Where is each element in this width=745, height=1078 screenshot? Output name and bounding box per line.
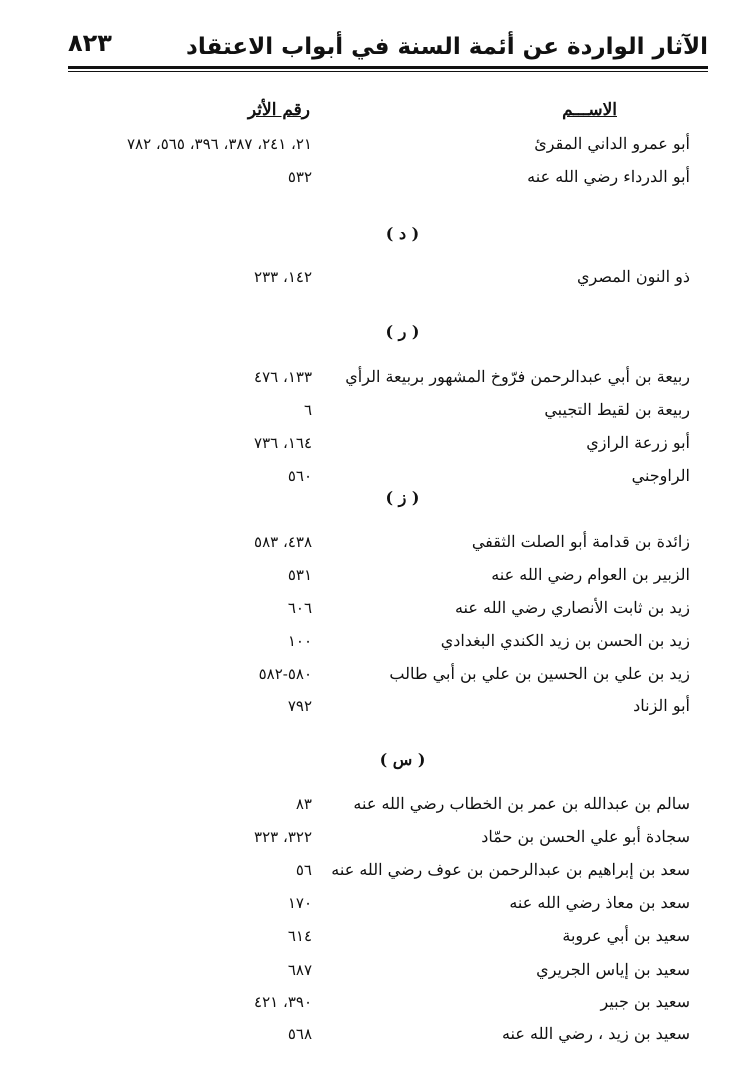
entry-name: الراوجني — [631, 466, 690, 485]
entry-name: سالم بن عبدالله بن عمر بن الخطاب رضي الله عنه — [353, 794, 690, 813]
index-entry — [68, 988, 690, 1016]
entry-numbers: ٥٦٠ — [287, 467, 312, 485]
index-entry — [68, 429, 690, 457]
entry-name: أبو الزناد — [633, 696, 690, 715]
index-entry — [68, 1020, 690, 1048]
entry-numbers: ٢١، ٢٤١، ٣٨٧، ٣٩٦، ٥٦٥، ٧٨٢ — [126, 135, 312, 153]
entry-numbers: ١٧٠ — [287, 894, 312, 912]
index-entry — [68, 956, 690, 984]
index-entry — [68, 561, 690, 589]
entry-name: سعيد بن جبير — [600, 992, 690, 1011]
index-entry — [68, 823, 690, 851]
entry-name: سجادة أبو علي الحسن بن حمّاد — [481, 827, 690, 846]
index-entry — [68, 363, 690, 391]
entry-numbers: ٥٣٢ — [287, 168, 312, 186]
running-title: الآثار الواردة عن أئمة السنة في أبواب الاعتقاد — [186, 34, 708, 60]
index-entry — [68, 856, 690, 884]
entry-name: زيد بن ثابت الأنصاري رضي الله عنه — [454, 598, 690, 617]
entry-numbers: ١٠٠ — [287, 632, 312, 650]
entry-numbers: ٤٣٨، ٥٨٣ — [254, 533, 312, 551]
section-letter: ( ز ) — [385, 488, 420, 507]
index-entry — [68, 627, 690, 655]
entry-numbers: ٥٣١ — [287, 566, 312, 584]
entry-numbers: ٦ — [303, 401, 312, 419]
name-column-heading: الاســـم — [562, 100, 617, 120]
section-letter: ( د ) — [385, 224, 420, 243]
entry-name: زيد بن علي بن الحسين بن علي بن أبي طالب — [389, 664, 690, 683]
index-entry — [68, 130, 690, 158]
entry-numbers: ٥٦٨ — [287, 1025, 312, 1043]
entry-name: زيد بن الحسن بن زيد الكندي البغدادي — [440, 631, 690, 650]
entry-name: سعيد بن زيد ، رضي الله عنه — [501, 1024, 690, 1043]
entry-numbers: ٨٣ — [295, 795, 312, 813]
entry-numbers: ٦١٤ — [287, 927, 312, 945]
entry-name: سعد بن معاذ رضي الله عنه — [509, 893, 690, 912]
entry-name: ربيعة بن لقيط التجيبي — [544, 400, 690, 419]
page-number: ٨٢٣ — [68, 29, 112, 57]
entry-name: ربيعة بن أبي عبدالرحمن فرّوخ المشهور بربيعة الرأي — [345, 367, 690, 386]
index-entry — [68, 922, 690, 950]
entry-name: سعيد بن إياس الجريري — [536, 960, 690, 979]
index-entry — [68, 692, 690, 720]
section-letter: ( ر ) — [385, 322, 420, 341]
entry-name: أبو عمرو الداني المقرئ — [534, 134, 690, 153]
index-entry — [68, 396, 690, 424]
index-entry — [68, 660, 690, 688]
entry-numbers: ٥٨٠-٥٨٢ — [258, 665, 312, 683]
entry-numbers: ١٤٢، ٢٣٣ — [254, 268, 312, 286]
index-entry — [68, 163, 690, 191]
entry-name: أبو زرعة الرازي — [586, 433, 690, 452]
header-rule-thin — [68, 71, 708, 72]
index-entry — [68, 528, 690, 556]
entry-numbers: ٥٦ — [295, 861, 312, 879]
entry-numbers: ٦٠٦ — [287, 599, 312, 617]
entry-numbers: ٣٩٠، ٤٢١ — [254, 993, 312, 1011]
entry-name: الزبير بن العوام رضي الله عنه — [491, 565, 690, 584]
header-rule-thick — [68, 66, 708, 69]
entry-numbers: ١٦٤، ٧٣٦ — [254, 434, 312, 452]
entry-numbers: ٦٨٧ — [287, 961, 312, 979]
number-column-heading: رقم الأثر — [247, 100, 310, 120]
entry-name: ذو النون المصري — [577, 267, 690, 286]
entry-numbers: ٣٢٢، ٣٢٣ — [254, 828, 312, 846]
entry-name: سعد بن إبراهيم بن عبدالرحمن بن عوف رضي الله عنه — [331, 860, 690, 879]
index-entry — [68, 594, 690, 622]
entry-numbers: ٧٩٢ — [287, 697, 312, 715]
section-letter: ( س ) — [379, 750, 426, 769]
page-header — [68, 30, 708, 64]
entry-numbers: ١٣٣، ٤٧٦ — [254, 368, 312, 386]
index-entry — [68, 790, 690, 818]
entry-name: أبو الدرداء رضي الله عنه — [527, 167, 690, 186]
index-entry — [68, 889, 690, 917]
entry-name: سعيد بن أبي عروبة — [562, 926, 690, 945]
index-entry — [68, 263, 690, 291]
entry-name: زائدة بن قدامة أبو الصلت الثقفي — [471, 532, 690, 551]
